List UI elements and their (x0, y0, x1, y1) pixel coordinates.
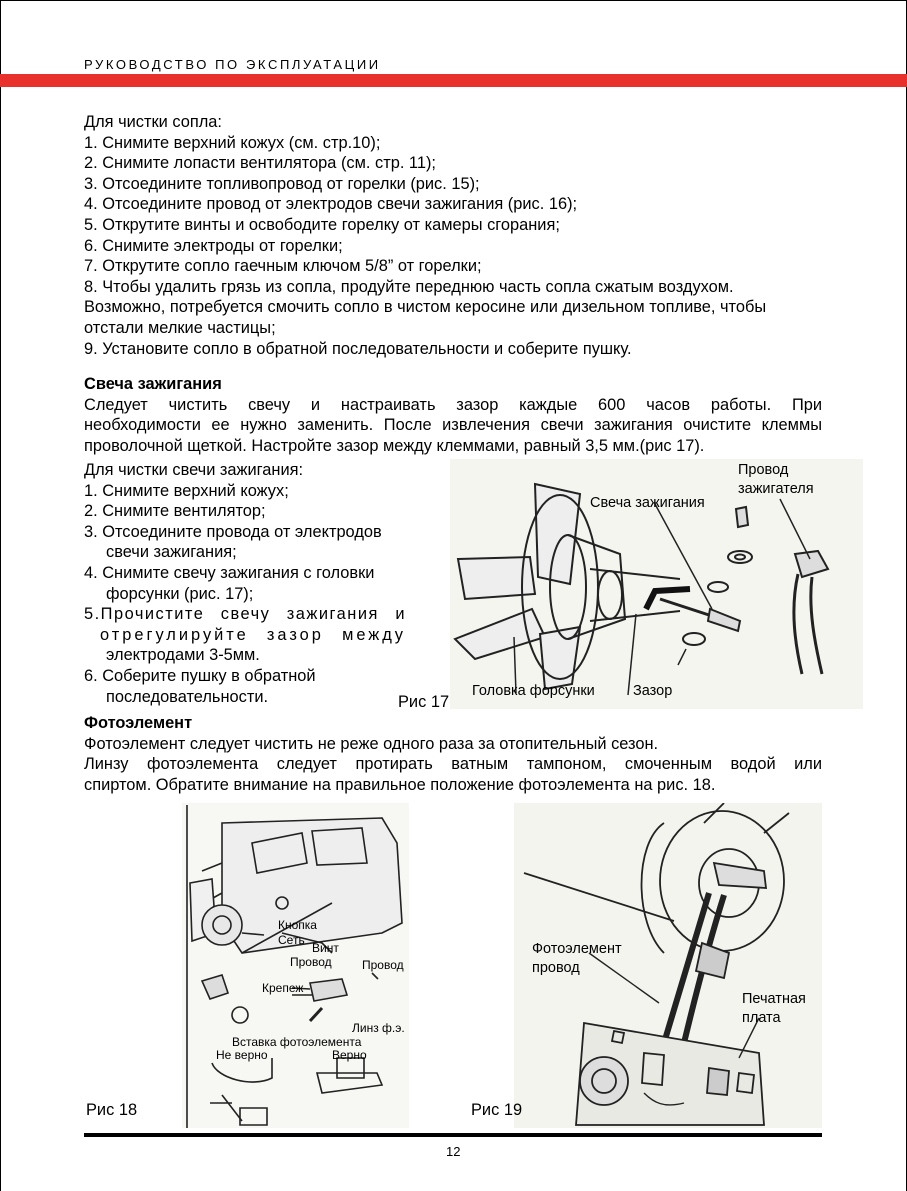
nozzle-cleaning-section (84, 112, 766, 359)
fig17-label-igniter-wire: зажигателя (738, 481, 814, 497)
fig17-label-gap: Зазор (633, 683, 673, 699)
spark-plug-step: 2. Снимите вентилятор; (84, 502, 266, 521)
spark-plug-section (84, 374, 822, 456)
photocell-paragraph: Фотоэлемент следует чистить не реже одного раза за отопительный сезон. (84, 734, 659, 753)
nozzle-note: Возможно, потребуется смочить сопло в чистом керосине или дизельном топливе, чтобы (84, 298, 767, 317)
fig19-illustration (514, 803, 822, 1128)
photocell-paragraph: Линзу фотоэлемента следует протирать ватным тампоном, смоченным водой или (84, 755, 822, 774)
spark-plug-step: последовательности. (106, 687, 269, 706)
nozzle-note: отстали мелкие частицы; (84, 318, 276, 337)
header-red-bar (0, 74, 907, 87)
spark-plug-step: 6. Соберите пушку в обратной (84, 666, 316, 685)
page-border-top (0, 0, 907, 1)
fig17-label-igniter-wire: Провод (738, 462, 789, 478)
spark-plug-step: свечи зажигания; (106, 543, 237, 562)
fig18-label-button: Кнопка (278, 918, 317, 932)
spark-plug-paragraph: проволочной щеткой. Настройте зазор между клеммами, равный 3,5 мм.(рис 17). (84, 436, 705, 455)
fig18-label-insert: Вставка фотоэлемента (232, 1035, 362, 1049)
spark-plug-step: форсунки (рис. 17); (106, 584, 254, 603)
spark-plug-step: 3. Отсоедините провода от электродов (84, 522, 382, 541)
fig17-label-nozzle-head: Головка форсунки (472, 683, 595, 699)
spark-plug-step: 1. Снимите верхний кожух; (84, 481, 289, 500)
fig19-label-photocell-wire: провод (532, 960, 580, 976)
nozzle-intro: Для чистки сопла: (84, 113, 222, 131)
footer-rule (84, 1133, 822, 1137)
fig18-label-wire: Провод (290, 955, 332, 969)
fig18-label-screw: Винт (312, 941, 339, 955)
fig19-caption: Рис 19 (471, 1101, 523, 1119)
fig17-caption: Рис 17 (398, 693, 450, 711)
page-border-left (0, 0, 1, 1191)
photocell-heading: Фотоэлемент (84, 714, 193, 732)
photocell-paragraph: спиртом. Обратите внимание на правильное положение фотоэлемента на рис. 18. (84, 775, 716, 794)
fig19-label-board: Печатная (742, 991, 806, 1007)
fig18-label-mount: Крепеж (262, 981, 304, 995)
fig18-label-wrong: Не верно (216, 1048, 268, 1062)
nozzle-step: 8. Чтобы удалить грязь из сопла, продуйте переднюю часть сопла сжатым воздухом. (84, 277, 734, 296)
spark-plug-step: 5.Прочистите свечу зажигания и (84, 605, 406, 624)
photocell-section (84, 713, 822, 795)
nozzle-step: 5. Открутите винты и освободите горелку от камеры сгорания; (84, 215, 560, 234)
spark-plug-step: 4. Снимите свечу зажигания с головки (84, 563, 375, 582)
fig18-illustration (182, 803, 409, 1128)
nozzle-step: 7. Открутите сопло гаечным ключом 5/8” от горелки; (84, 257, 482, 276)
header-title: РУКОВОДСТВО ПО ЭКСПЛУАТАЦИИ (84, 57, 381, 72)
fig18-label-lens: Линз ф.э. (352, 1021, 405, 1035)
fig17-illustration (450, 459, 863, 709)
nozzle-step: 6. Снимите электроды от горелки; (84, 236, 343, 255)
fig19-label-board: плата (742, 1010, 781, 1026)
fig17-label-spark-plug: Свеча зажигания (590, 495, 705, 511)
fig18-caption: Рис 18 (86, 1101, 138, 1119)
spark-plug-step: отрегулируйте зазор между (100, 625, 406, 644)
spark-plug-step: электродами 3-5мм. (106, 646, 260, 665)
spark-plug-steps (84, 460, 406, 707)
spark-plug-paragraph: необходимости ее нужно заменить. После извлечения свечи зажигания очистите клеммы (84, 416, 822, 435)
spark-plug-paragraph: Следует чистить свечу и настраивать зазор каждые 600 часов работы. При (84, 395, 822, 414)
page-number: 12 (446, 1144, 461, 1159)
spark-plug-heading: Свеча зажигания (84, 375, 222, 393)
nozzle-step: 3. Отсоедините топливопровод от горелки (рис. 15); (84, 174, 480, 193)
fig18-label-wire: Провод (362, 958, 404, 972)
nozzle-step: 2. Снимите лопасти вентилятора (см. стр. 11); (84, 154, 436, 173)
fig18-label-button: Сеть (278, 933, 305, 947)
fig19-label-photocell-wire: Фотоэлемент (532, 941, 622, 957)
nozzle-step: 9. Установите сопло в обратной последовательности и соберите пушку. (84, 339, 632, 358)
fig18-label-right: Верно (332, 1048, 367, 1062)
nozzle-step: 4. Отсоедините провод от электродов свечи зажигания (рис. 16); (84, 195, 578, 214)
spark-plug-intro: Для чистки свечи зажигания: (84, 461, 304, 479)
nozzle-step: 1. Снимите верхний кожух (см. стр.10); (84, 133, 381, 152)
